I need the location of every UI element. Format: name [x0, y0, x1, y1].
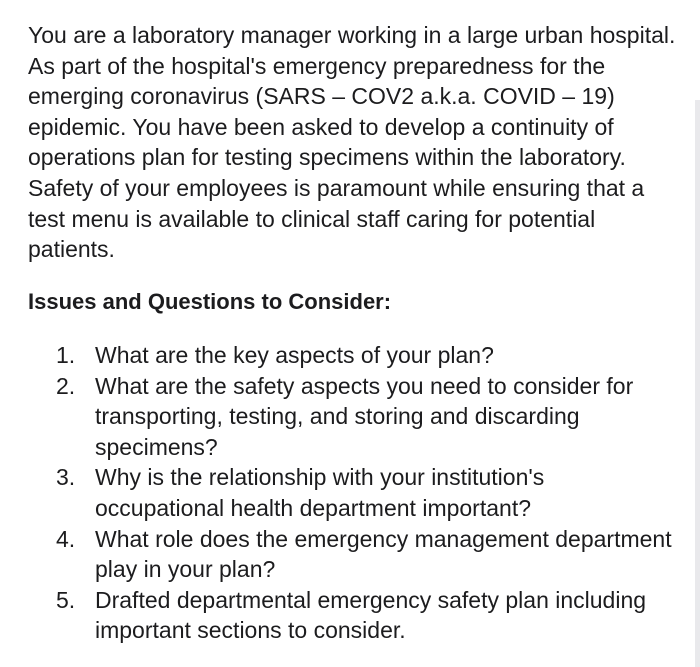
section-heading: Issues and Questions to Consider:	[28, 289, 392, 314]
list-item-number: 4.	[56, 525, 76, 552]
list-item-text: What are the safety aspects you need to consider for transporting, testing, and storing and discarding specimens?	[95, 372, 634, 460]
list-item-number: 2.	[56, 372, 76, 399]
list-item-number: 1.	[56, 342, 76, 368]
list-item	[56, 340, 676, 371]
intro-paragraph: You are a laboratory manager working in a large urban hospital. As part of the hospital's emergency preparedness for the emerging coronavirus (SARS – COV2 a.k.a. COVID – 19) epidemic. You have been asked to develop a continuity of operations plan for testing specimens within the laboratory. Safety of your employees is paramount while ensuring that a test menu is available to clinical staff caring for potential patients.	[28, 22, 676, 263]
list-item-text: Why is the relationship with your institution's occupational health department important?	[95, 464, 545, 521]
list-item-text: What role does the emergency management department play in your plan?	[95, 525, 672, 583]
list-item-number: 3.	[56, 464, 76, 491]
list-item	[56, 462, 676, 523]
scroll-edge	[695, 100, 700, 667]
list-item	[56, 585, 676, 646]
list-item-number: 5.	[56, 586, 76, 613]
questions-list	[56, 340, 676, 646]
list-item-text: What are the key aspects of your plan?	[95, 342, 494, 368]
list-item-text: Drafted departmental emergency safety plan including important sections to consider.	[95, 586, 647, 644]
list-item	[56, 524, 676, 585]
list-item	[56, 371, 676, 463]
